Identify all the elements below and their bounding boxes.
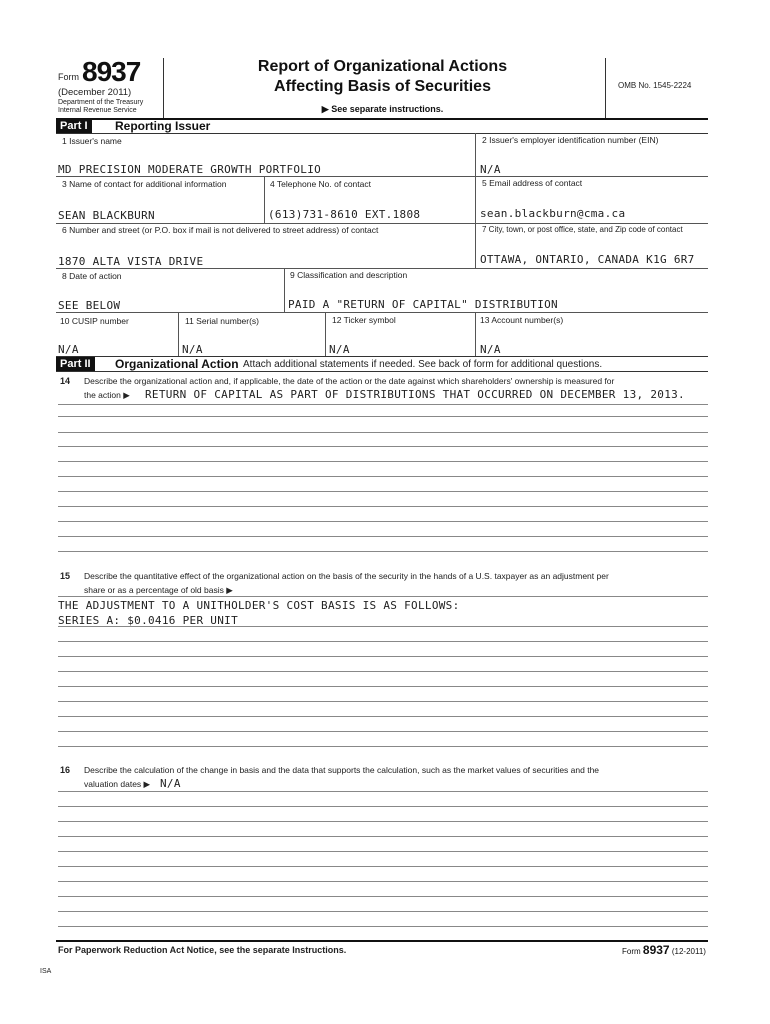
ein-value: N/A xyxy=(480,163,501,176)
field-12-label: 12 Ticker symbol xyxy=(332,315,396,325)
field-9-label: 9 Classification and description xyxy=(290,270,408,280)
city-value: OTTAWA, ONTARIO, CANADA K1G 6R7 xyxy=(480,253,695,266)
form-word: Form xyxy=(58,72,79,82)
cusip-value: N/A xyxy=(58,343,79,356)
footer-form-number: 8937 xyxy=(642,943,670,957)
footer-form-word: Form xyxy=(622,947,641,956)
part2-subtitle: Attach additional statements if needed. See back of form for additional questions. xyxy=(243,359,603,370)
isa-mark: ISA xyxy=(40,968,52,975)
q15-lead: share or as a percentage of old basis ▶ xyxy=(84,585,233,595)
q16-answer: N/A xyxy=(160,777,181,790)
paperwork-notice: For Paperwork Reduction Act Notice, see the separate Instructions. xyxy=(58,945,347,955)
q15-text: Describe the quantitative effect of the organizational action on the basis of the security in the hands of a U.S. taxpayer as an adjustment per xyxy=(84,571,609,581)
field-4-label: 4 Telephone No. of contact xyxy=(270,179,371,189)
field-2-label: 2 Issuer's employer identification number (EIN) xyxy=(482,135,659,145)
footer-form-id xyxy=(622,943,706,957)
date-of-action-value: SEE BELOW xyxy=(58,299,121,312)
q16-lead: valuation dates ▶ xyxy=(84,779,151,789)
form-title-line1: Report of Organizational Actions xyxy=(257,58,508,75)
part1-title: Reporting Issuer xyxy=(115,119,211,133)
omb-number: OMB No. 1545-2224 xyxy=(618,81,692,90)
field-3-label: 3 Name of contact for additional information xyxy=(62,179,227,189)
q16-text: Describe the calculation of the change in basis and the data that supports the calculation, such as the market values of securities and the xyxy=(84,765,600,775)
footer-revision: (12-2011) xyxy=(671,947,706,956)
part2-title: Organizational Action xyxy=(115,357,239,371)
field-10-label: 10 CUSIP number xyxy=(60,316,129,326)
q14-number: 14 xyxy=(60,376,71,386)
q16-number: 16 xyxy=(60,765,71,775)
form-title-line2: Affecting Basis of Securities xyxy=(274,78,491,95)
street-value: 1870 ALTA VISTA DRIVE xyxy=(58,255,204,268)
account-value: N/A xyxy=(480,343,501,356)
field-13-label: 13 Account number(s) xyxy=(480,315,564,325)
field-1-label: 1 Issuer's name xyxy=(62,136,122,146)
issuer-name-value: MD PRECISION MODERATE GROWTH PORTFOLIO xyxy=(58,163,322,176)
telephone-value: (613)731-8610 EXT.1808 xyxy=(268,208,421,221)
form-number: 8937 xyxy=(82,56,141,87)
dept-line1: Department of the Treasury xyxy=(58,99,144,106)
email-value: sean.blackburn@cma.ca xyxy=(480,207,626,220)
q14-lead: the action ▶ xyxy=(84,390,130,400)
part1-label: Part I xyxy=(56,119,92,133)
see-instructions: ▶ See separate instructions. xyxy=(321,104,444,114)
classification-value: PAID A "RETURN OF CAPITAL" DISTRIBUTION xyxy=(288,298,558,311)
serial-value: N/A xyxy=(182,343,203,356)
q14-text: Describe the organizational action and, if applicable, the date of the action or the date against which shareholders' ownership is measured for xyxy=(84,376,615,386)
form-revision: (December 2011) xyxy=(58,87,132,98)
q14-answer: RETURN OF CAPITAL AS PART OF DISTRIBUTIONS THAT OCCURRED ON DECEMBER 13, 2013. xyxy=(145,388,685,401)
field-6-label: 6 Number and street (or P.O. box if mail is not delivered to street address) of contact xyxy=(62,225,379,235)
field-8-label: 8 Date of action xyxy=(62,271,122,281)
field-5-label: 5 Email address of contact xyxy=(482,178,583,188)
q15-number: 15 xyxy=(60,571,71,581)
q15-answer-line2: SERIES A: $0.0416 PER UNIT xyxy=(58,614,238,627)
part2-label: Part II xyxy=(56,357,95,371)
q15-answer-line1: THE ADJUSTMENT TO A UNITHOLDER'S COST BASIS IS AS FOLLOWS: xyxy=(58,599,460,612)
field-7-label: 7 City, town, or post office, state, and Zip code of contact xyxy=(482,225,683,234)
dept-line2: Internal Revenue Service xyxy=(58,107,137,114)
contact-name-value: SEAN BLACKBURN xyxy=(58,209,155,222)
field-11-label: 11 Serial number(s) xyxy=(185,316,260,326)
ticker-value: N/A xyxy=(329,343,350,356)
